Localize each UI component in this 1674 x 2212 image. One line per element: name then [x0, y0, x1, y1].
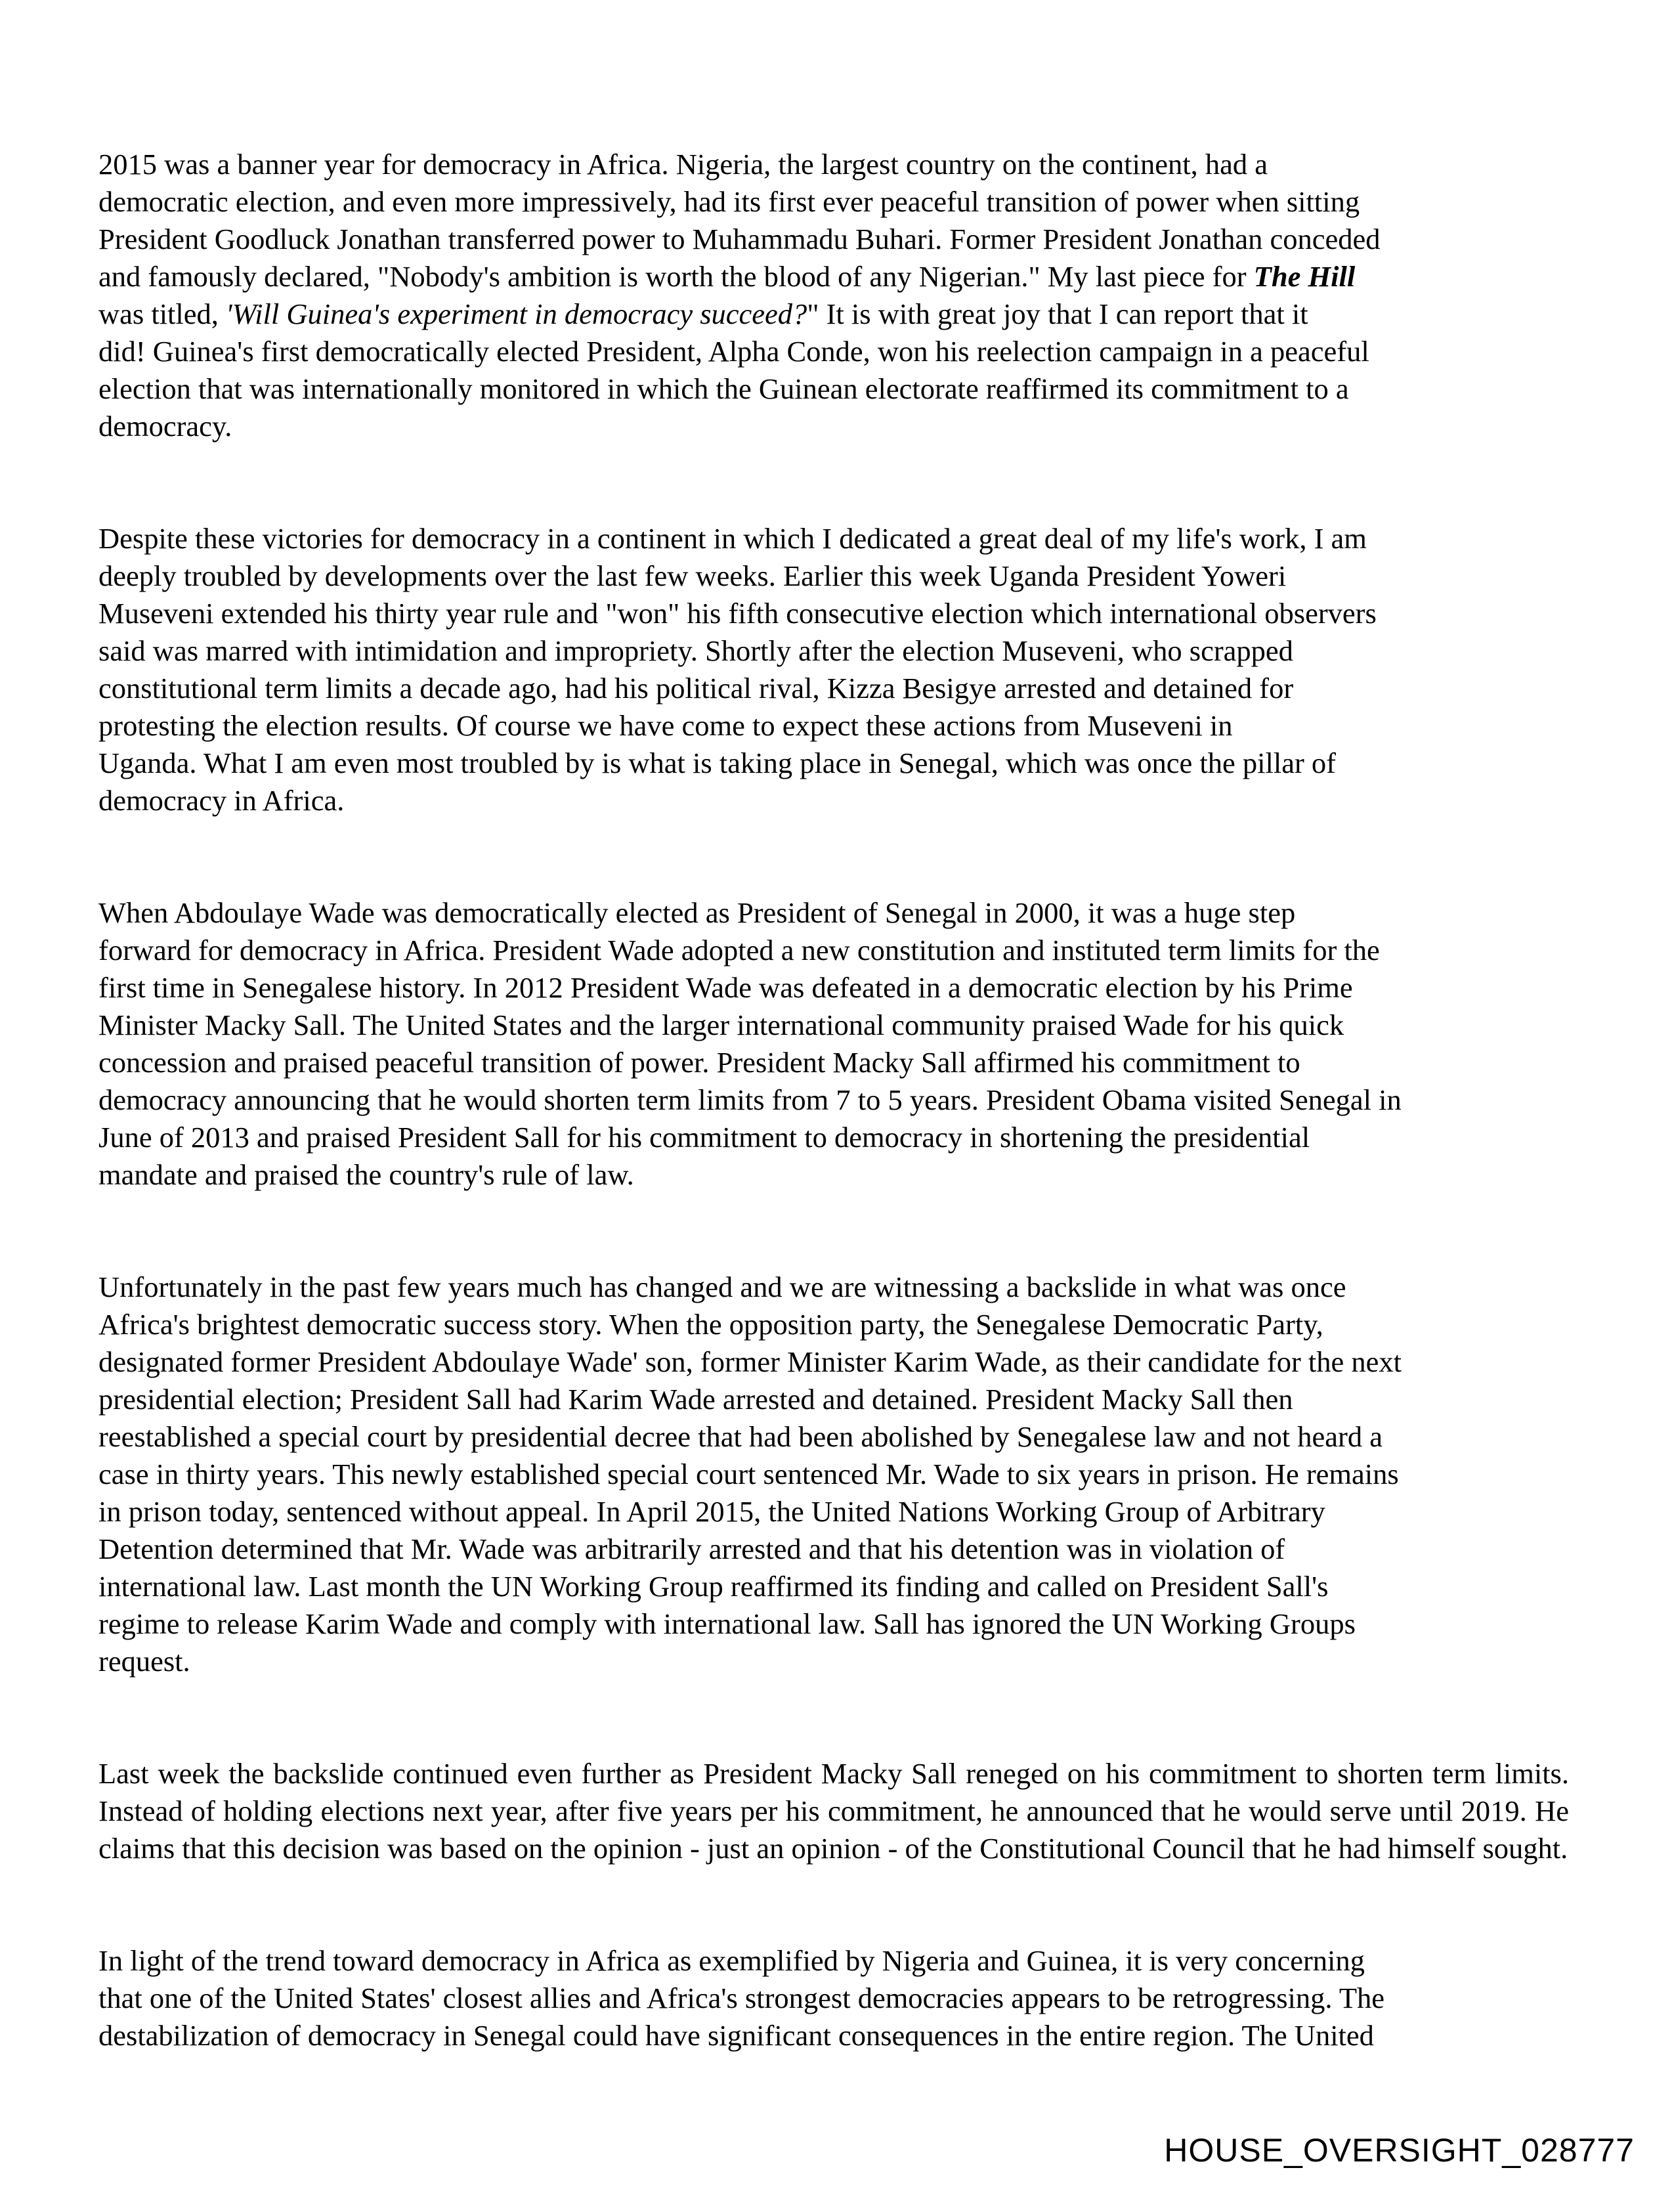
- paragraph-1-part-2: was titled,: [98, 297, 219, 330]
- paragraph-2: Despite these victories for democracy in a continent in which I dedicated a great deal of my life's work, I am deeply troubled by developments over the last few weeks. Earlier this week Uganda President Yoweri Museveni extended his thirty year rule and "won" his fifth consecutive election which international observers said was marred with intimidation and impropriety. Shortly after the election Museveni, who scrapped constitutional term limits a decade ago, had his political rival, Kizza Besigye arrested and detained for protesting the election results. Of course we have come to expect these actions from Museveni in Uganda. What I am even most troubled by is what is taking place in Senegal, which was once the pillar of democracy in Africa.: [98, 522, 1377, 817]
- paragraph-1-part-3: " It is with great joy that I can report that it did! Guinea's first democratically elected President, Alpha Conde, won his reelection campaign in a peaceful election that was internationally monitored in which the Guinean electorate reaffirmed its commitment to a democracy.: [98, 297, 1369, 443]
- paragraph-3: When Abdoulaye Wade was democratically elected as President of Senegal in 2000, it was a huge step forward for democracy in Africa. President Wade adopted a new constitution and instituted term limits for the first time in Senegalese history. In 2012 President Wade was defeated in a democratic election by his Prime Minister Macky Sall. The United States and the larger international community praised Wade for his quick concession and praised peaceful transition of power. President Macky Sall affirmed his commitment to democracy announcing that he would shorten term limits from 7 to 5 years. President Obama visited Senegal in June of 2013 and praised President Sall for his commitment to democracy in shortening the presidential mandate and praised the country's rule of law.: [98, 896, 1402, 1191]
- paragraph-1-part-1: 2015 was a banner year for democracy in Africa. Nigeria, the largest country on the continent, had a democratic election, and even more impressively, had its first ever peaceful transition of power when sitting President Goodluck Jonathan transferred power to Muhammadu Buhari. Former President Jonathan conceded and famously declared, "Nobody's ambition is worth the blood of any Nigerian." My last piece for: [98, 148, 1381, 293]
- paragraph-1: [98, 146, 1569, 445]
- article-title-guinea: 'Will Guinea's experiment in democracy succeed?: [226, 297, 807, 330]
- paragraph-5: Last week the backslide continued even further as President Macky Sall reneged on his commitment to shorten term limits. Instead of holding elections next year, after five years per his commitment, he announced that he would serve until 2019. He claims that this decision was based on the opinion - just an opinion - of the Constitutional Council that he had himself sought.: [98, 1757, 1569, 1865]
- publication-title-the-hill: The Hill: [1253, 260, 1356, 293]
- paragraph-4: Unfortunately in the past few years much has changed and we are witnessing a backslide in what was once Africa's brightest democratic success story. When the opposition party, the Senegalese Democratic Party, designated former President Abdoulaye Wade' son, former Minister Karim Wade, as their candidate for the next presidential election; President Sall had Karim Wade arrested and detained. President Macky Sall then reestablished a special court by presidential decree that had been abolished by Senegalese law and not heard a case in thirty years. This newly established special court sentenced Mr. Wade to six years in prison. He remains in prison today, sentenced without appeal. In April 2015, the United Nations Working Group of Arbitrary Detention determined that Mr. Wade was arbitrarily arrested and that his detention was in violation of international law. Last month the UN Working Group reaffirmed its finding and called on President Sall's regime to release Karim Wade and comply with international law. Sall has ignored the UN Working Groups request.: [98, 1270, 1402, 1678]
- document-body: [98, 146, 1569, 2129]
- bates-stamp: HOUSE_OVERSIGHT_028777: [1164, 2132, 1635, 2169]
- paragraph-6: In light of the trend toward democracy in Africa as exemplified by Nigeria and Guinea, it is very concerning that one of the United States' closest allies and Africa's strongest democracies appears to be retrogressing. The destabilization of democracy in Senegal could have significant consequences in the entire region. The United: [98, 1944, 1385, 2052]
